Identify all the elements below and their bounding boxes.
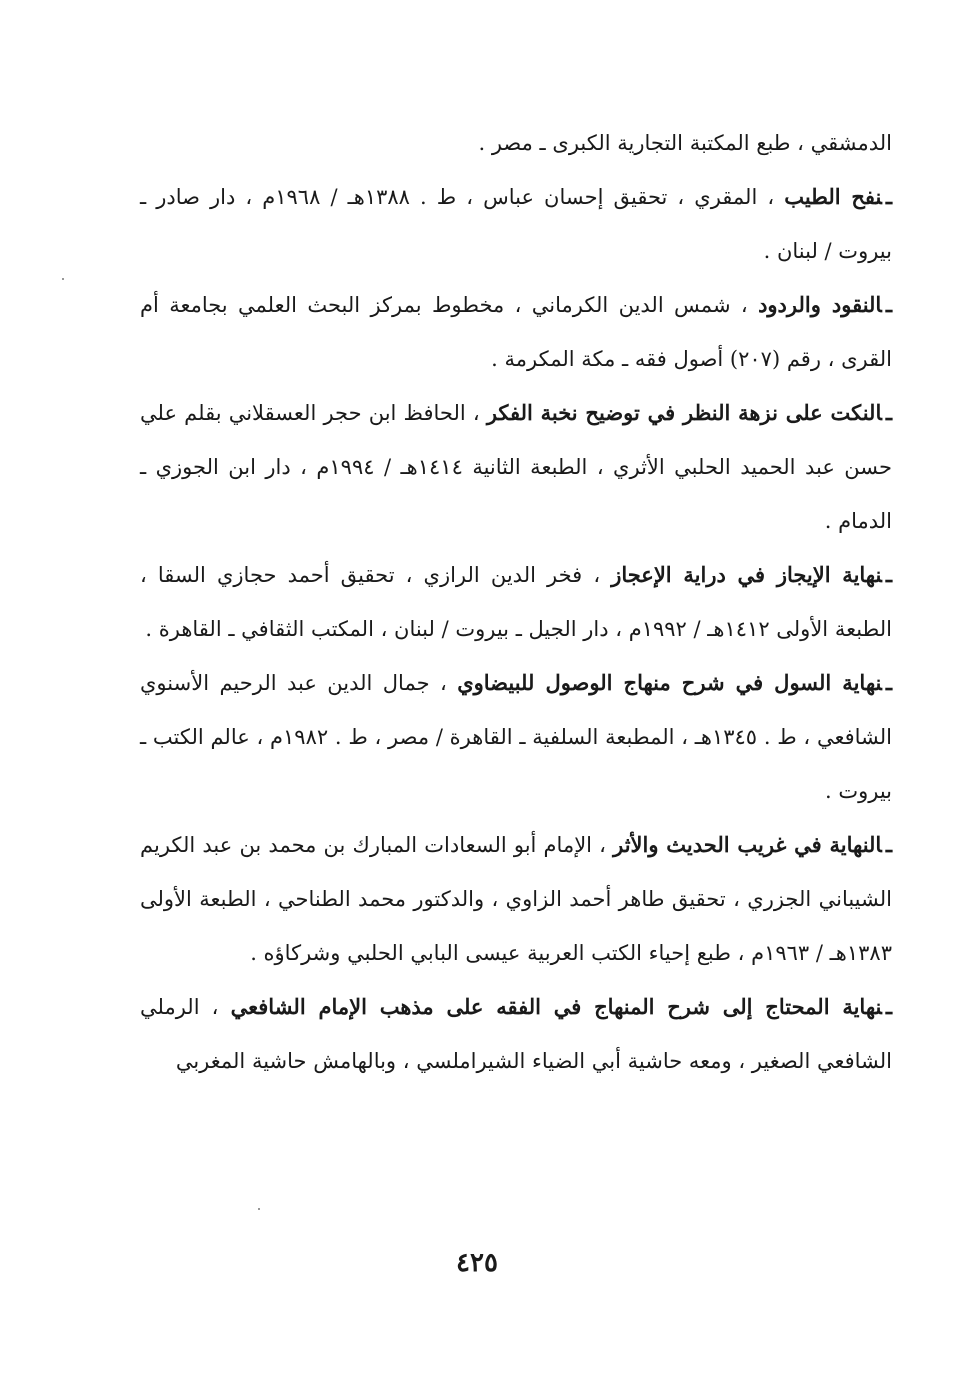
bibliography-entry [140, 818, 892, 980]
entry-dash: ـ [885, 292, 892, 317]
bibliography-entry [140, 386, 892, 548]
entry-dash: ـ [885, 832, 892, 857]
entry-dash: ـ [885, 184, 892, 209]
bibliography-entry-continuation [140, 116, 892, 170]
page-number: ٤٢٥ [456, 1248, 498, 1278]
entry-text: ، المقري ، تحقيق إحسان عباس ، ط . ١٣٨٨هـ / ١٩٦٨م ، دار صادر ـ بيروت / لبنان . [140, 185, 892, 263]
entry-text: ، الرملي الشافعي الصغير ، ومعه حاشية أبي الضياء الشيراملسي ، وبالهامش حاشية المغربي [140, 995, 892, 1073]
entry-dash: ـ [885, 670, 892, 695]
entry-text: ، شمس الدين الكرماني ، مخطوط بمركز البحث العلمي بجامعة أم القرى ، رقم (٢٠٧) أصول فقه ـ مكة المكرمة . [140, 293, 892, 371]
entry-title: النهاية في غريب الحديث والأثر [613, 832, 882, 857]
entry-title: نهاية الإيجاز في دراية الإعجاز [611, 562, 882, 587]
entry-text: الدمشقي ، طبع المكتبة التجارية الكبرى ـ مصر . [478, 131, 892, 155]
entry-text: ، جمال الدين عبد الرحيم الأسنوي الشافعي ، ط . ١٣٤٥هـ ، المطبعة السلفية ـ القاهرة / مصر ، ط . ١٩٨٢م ، عالم الكتب ـ بيروت . [140, 671, 892, 803]
scan-speck [258, 1208, 260, 1210]
entry-dash: ـ [885, 994, 892, 1019]
entry-title: نهاية السول في شرح منهاج الوصول للبيضاوي [457, 670, 882, 695]
bibliography-entry [140, 278, 892, 386]
entry-title: النكت على نزهة النظر في توضيح نخبة الفكر [486, 400, 882, 425]
bibliography-entry [140, 548, 892, 656]
entry-dash: ـ [885, 400, 892, 425]
bibliography-entry [140, 170, 892, 278]
bibliography-list [140, 116, 892, 1088]
entry-text: ، فخر الدين الرازي ، تحقيق أحمد حجازي السقا ، الطبعة الأولى ١٤١٢هـ / ١٩٩٢م ، دار الجيل ـ بيروت / لبنان ، المكتب الثقافي ـ القاهرة . [140, 563, 892, 641]
entry-title: نفح الطيب [784, 184, 882, 209]
entry-text: ، الإمام أبو السعادات المبارك بن محمد بن عبد الكريم الشيباني الجزري ، تحقيق طاهر أحمد الزاوي ، والدكتور محمد الطناحي ، الطبعة الأولى ١٣٨٣هـ / ١٩٦٣م ، طبع إحياء الكتب العربية عيسى البابي الحلبي وشركاؤه . [140, 833, 892, 965]
entry-dash: ـ [885, 562, 892, 587]
bibliography-entry [140, 656, 892, 818]
scan-speck [62, 278, 64, 280]
bibliography-entry [140, 980, 892, 1088]
entry-title: النقود والردود [758, 292, 882, 317]
entry-title: نهاية المحتاج إلى شرح المنهاج في الفقه على مذهب الإمام الشافعي [230, 994, 882, 1019]
entry-text: ، الحافظ ابن حجر العسقلاني بقلم علي حسن عبد الحميد الحلبي الأثري ، الطبعة الثانية ١٤١٤هـ / ١٩٩٤م ، دار ابن الجوزي ـ الدمام . [140, 401, 892, 533]
